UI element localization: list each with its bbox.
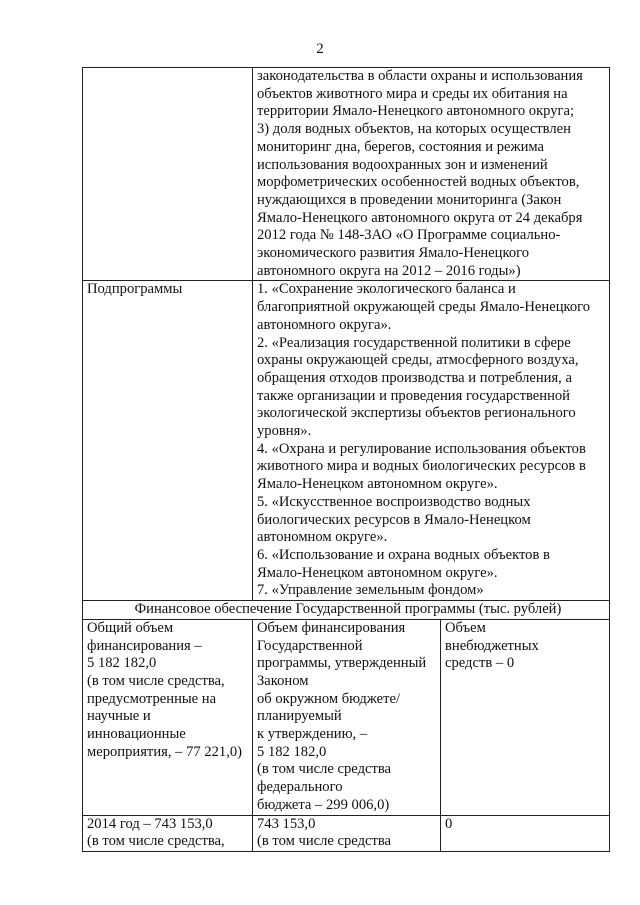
financing-approved-cell	[253, 619, 441, 815]
year-extrabudget: 0	[445, 815, 453, 832]
subprogram-item: 7. «Управление земельным фондом»	[257, 582, 484, 599]
year-approved: 743 153,0 (в том числе средства	[257, 815, 392, 850]
goals-text: законодательства в области охраны и использования объектов животного мира и среды их обитания на территории Ямало-Ненецкого автономного округа; 3) доля водных объектов, на которых осуществлен мониторинг дна, берегов, состояния и режима использования водоохранных зон и изменений морфометрических особенностей водных объектов, нуждающихся в проведении мониторинга (Закон Ямало-Ненецкого автономного округа от 24 декабря 2012 года № 148-ЗАО «О Программе социально- экономического развития Ямало-Ненецкого автономного округа на 2012 – 2016 годы»)	[257, 68, 583, 279]
goals-text-cell	[253, 68, 610, 281]
financing-year-row	[83, 815, 610, 851]
financing-extrabudget: Объем внебюджетных средств – 0	[445, 619, 539, 672]
financing-header-row	[83, 619, 610, 815]
subprogram-item: 1. «Сохранение экологического баланса и благоприятной окружающей среды Ямало-Ненецкого автономного округа».	[257, 281, 591, 333]
subprogram-item: 6. «Использование и охрана водных объектов в Ямало-Ненецком автономном округе».	[257, 546, 550, 581]
financing-total: Общий объем финансирования – 5 182 182,0 (в том числе средства, предусмотренные на научные и инновационные мероприятия, – 77 221,0)	[87, 619, 243, 760]
goals-label-cell	[83, 68, 253, 281]
subprogram-item: 4. «Охрана и регулирование использования объектов животного мира и водных биологических ресурсов в Ямало-Ненецком автономном округе».	[257, 440, 586, 493]
financing-total-cell	[83, 619, 253, 815]
financing-extrabudget-cell	[441, 619, 610, 815]
subprograms-row	[83, 281, 610, 601]
year-total: 2014 год – 743 153,0 (в том числе средства,	[87, 815, 225, 850]
goals-row	[83, 68, 610, 281]
subprogram-item: 5. «Искусственное воспроизводство водных биологических ресурсов в Ямало-Ненецком автономном округе».	[257, 493, 531, 546]
subprograms-list-cell	[253, 281, 610, 601]
year-extrabudget-cell	[441, 815, 610, 851]
financing-approved: Объем финансирования Государственной программы, утвержденный Законом об окружном бюджете/ планируемый к утверждению, – 5 182 182,0 (в том числе средства федерального бюджета – 299 006,0)	[257, 619, 427, 813]
subprograms-label-cell	[83, 281, 253, 601]
page-number: 2	[316, 41, 324, 57]
year-total-cell	[83, 815, 253, 851]
financing-title-row	[83, 601, 610, 620]
year-approved-cell	[253, 815, 441, 851]
financing-title: Финансовое обеспечение Государственной программы (тыс. рублей)	[83, 601, 610, 620]
passport-table	[82, 67, 610, 852]
subprograms-label: Подпрограммы	[87, 281, 183, 298]
subprogram-item: 2. «Реализация государственной политики в сфере охраны окружающей среды, атмосферного воздуха, обращения отходов производства и потребления, а также организации и проведения государственной экологической экспертизы объектов регионального уровня».	[257, 334, 579, 440]
